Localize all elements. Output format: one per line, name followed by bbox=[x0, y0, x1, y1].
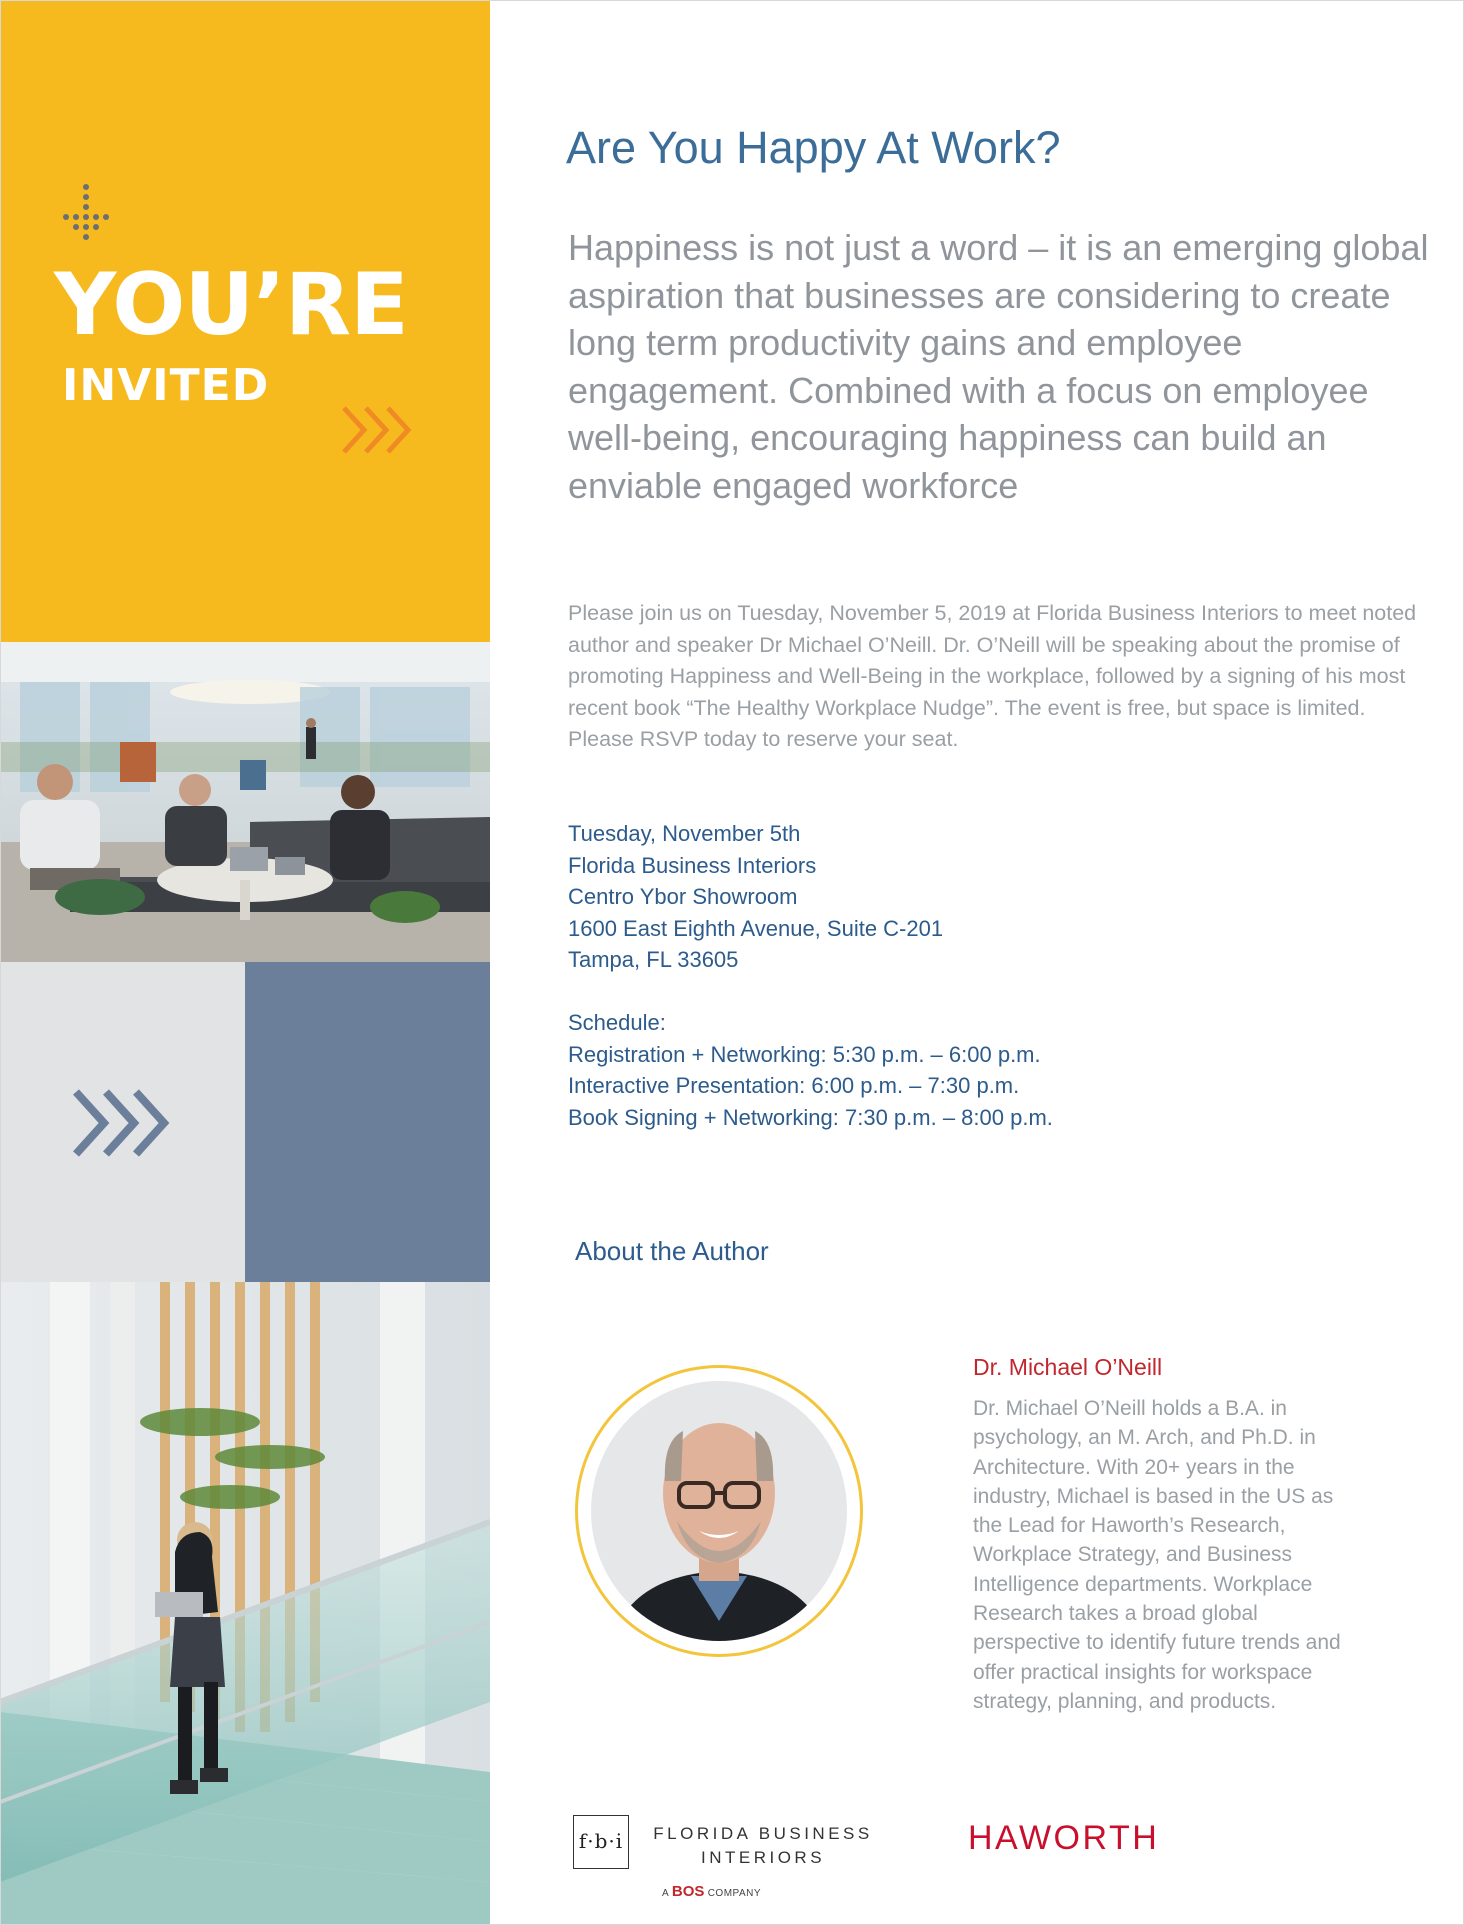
office-meeting-photo bbox=[0, 642, 490, 962]
author-portrait bbox=[591, 1381, 847, 1641]
page-title: Are You Happy At Work? bbox=[566, 122, 1061, 173]
schedule-heading: Schedule: bbox=[568, 1010, 666, 1035]
bos-suffix: COMPANY bbox=[707, 1888, 762, 1899]
invitation-paragraph: Please join us on Tuesday, November 5, 2019 at Florida Business Interiors to meet noted author and speaker Dr Michael O’Neill. Dr. O’Neill will be speaking about the promise of promoting Happiness and Well-Being in the workplace, followed by a signing of his most recent book “The Healthy Workplace Nudge”. The event is free, but space is limited. Please RSVP today to reserve your seat. bbox=[568, 601, 1417, 751]
bos-prefix: A bbox=[662, 1888, 669, 1899]
staircase-photo bbox=[0, 1282, 490, 1925]
invite-panel bbox=[0, 0, 490, 642]
about-heading: About the Author bbox=[575, 1236, 769, 1266]
event-date: Tuesday, November 5th bbox=[568, 821, 801, 846]
author-name: Dr. Michael O’Neill bbox=[973, 1354, 1163, 1380]
orange-chevrons-icon bbox=[340, 404, 416, 456]
intro-paragraph: Happiness is not just a word – it is an emerging global aspiration that businesses are considering to create long term productivity gains and employee engagement. Combined with a focus on employee well-being, encouraging happiness can build an enviable engaged workforce bbox=[568, 227, 1429, 506]
slate-chevrons-icon bbox=[70, 1086, 175, 1160]
invite-headline: YOU’RE bbox=[54, 255, 408, 355]
event-city: Tampa, FL 33605 bbox=[568, 947, 739, 972]
fbi-logo-letters: f·b·i bbox=[578, 1829, 624, 1853]
event-street: 1600 East Eighth Avenue, Suite C-201 bbox=[568, 915, 944, 941]
schedule-item: Interactive Presentation: 6:00 p.m. – 7:30 p.m. bbox=[568, 1073, 1020, 1098]
invite-subheadline: INVITED bbox=[62, 360, 270, 411]
fbi-logo-name: FLORIDA BUSINESS INTERIORS bbox=[653, 1824, 873, 1867]
bos-brand: BOS bbox=[671, 1883, 705, 1900]
dotted-arrow-icon bbox=[58, 183, 114, 247]
fbi-logo-mark bbox=[573, 1815, 629, 1869]
haworth-logo: HAWORTH bbox=[968, 1819, 1160, 1857]
event-venue: Florida Business Interiors bbox=[568, 852, 817, 878]
slate-panel bbox=[245, 962, 490, 1282]
schedule-item: Registration + Networking: 5:30 p.m. – 6:00 p.m. bbox=[568, 1041, 1041, 1067]
event-room: Centro Ybor Showroom bbox=[568, 884, 798, 909]
left-column bbox=[0, 0, 490, 1925]
author-bio: Dr. Michael O’Neill holds a B.A. in psychology, an M. Arch, and Ph.D. in Architecture. With 20+ years in the industry, Michael is based in the US as the Lead for Haworth’s Research, Workplace Strategy, and Business Intelligence departments. Workplace Research takes a broad global perspective to identify future trends and offer practical insights for workspace strategy, planning, and products. bbox=[973, 1397, 1341, 1713]
schedule-item: Book Signing + Networking: 7:30 p.m. – 8:00 p.m. bbox=[568, 1104, 1053, 1130]
bos-tagline bbox=[662, 1883, 761, 1900]
spacer bbox=[568, 976, 1368, 1008]
event-details bbox=[568, 818, 1368, 1133]
